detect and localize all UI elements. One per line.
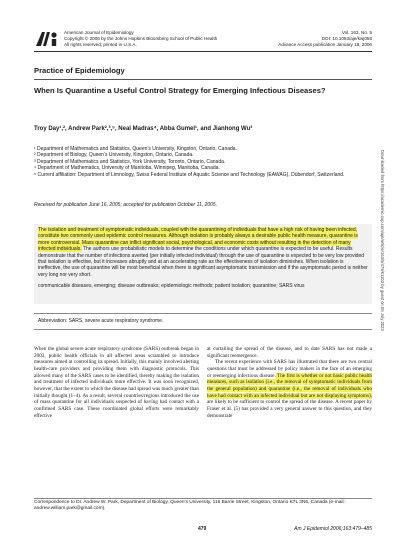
paragraph-text: are likely to be sufficient to control the spread of the disease. A recent paper by Fraser et al. (5) has provided a very general answer to this question, and they demonstrate — [207, 399, 372, 419]
paragraph: at curtailing the spread of the disease, and to date SARS has not made a significant reemergence. — [207, 346, 372, 359]
affiliations — [34, 146, 354, 178]
doi-line: DOI: 10.1093/aje/kwj056 — [321, 36, 372, 41]
footnote-divider — [34, 498, 372, 499]
download-watermark-text: Downloaded from https://academic.oup.com/aje/article/163/5/479/61103 by guest on 05 July 2023 — [380, 150, 385, 331]
copyright-line: Copyright © 2006 by the Johns Hopkins Bloomberg School of Public Health — [64, 36, 218, 41]
page-number: 479 — [198, 526, 207, 532]
body-column-right — [207, 346, 372, 419]
abbreviations: Abbreviation: SARS, severe acute respiratory syndrome. — [38, 318, 164, 324]
paragraph-2 — [207, 359, 372, 419]
section-divider — [34, 79, 372, 80]
abbrev-divider-bottom — [34, 329, 372, 330]
paragraph: When the global severe acute respiratory syndrome (SARS) outbreak began in 2003, public health officials in all affected areas scrambled to introduce measures aimed at controlling its spread. Initially, this mainly involved alerting health-care providers and providing them with diagnostic protocols. This allowed many of the SARS cases to be identified, thereby making the isolation and treatment of infected individuals more effective. It was soon recognized, however, that the extent to which the disease had spread was much greater than initially thought (1–4). As a result, several countries/regions introduced the use of mass quarantine for all individuals suspected of having had contact with a confirmed SARS case. These coordinated global efforts were remarkably effective — [34, 346, 199, 419]
received-dates: Received for publication June 16, 2005; accepted for publication October 11, 2005. — [34, 202, 218, 208]
body-highlight: The first is whether or not basic public health measures, such as isolation (i.e., the removal of symptomatic individuals from the general population) and quarantine (i.e., the removal of individuals who have had contact with an infected individual but are not displaying symptoms), — [207, 372, 372, 399]
journal-citation: Am J Epidemiol 2006;163:479–485 — [294, 526, 372, 532]
header-journal-info — [64, 30, 217, 48]
header-issue-info — [278, 30, 372, 48]
affiliation-item: ⁴ Department of Mathematics, University of Manitoba, Winnipeg, Manitoba, Canada. — [34, 165, 220, 172]
abstract-highlight: The isolation and treatment of symptomatic individuals, coupled with the quarantining of individuals that have a high risk of having been infected, constitute two commonly used epidemic control measures. Although isolation is probably always a desirable public health measure, quarantine is more controversial. Mass quarantine can inflict significant social, psychological, and economic costs without resulting in the detection of many infected individuals. — [38, 227, 358, 253]
author-list: Troy Day¹,², Andrew Park²,³,⁵, Neal Madras⁴, Abba Gumel¹, and Jianhong Wu³ — [34, 126, 253, 132]
body-column-left — [34, 346, 199, 419]
keywords: communicable diseases, emerging; disease outbreaks; epidemiologic methods; patient isolation; quarantine; SARS virus — [38, 283, 305, 289]
article-title: When Is Quarantine a Useful Control Strategy for Emerging Infectious Diseases? — [34, 86, 326, 95]
volume-line: Vol. 163, No. 5 — [341, 30, 372, 35]
journal-logo — [34, 30, 60, 48]
download-watermark — [376, 150, 388, 380]
affiliation-item: ³ Department of Mathematics and Statistics, York University, Toronto, Ontario, Canada. — [34, 158, 226, 165]
paragraph-text: The recent experience with SARS has illustrated that there are two central questions that must be addressed by policy makers in the face of an emerging or reemerging infectious disease. — [207, 359, 372, 379]
header-divider — [34, 51, 372, 52]
abstract-text — [38, 227, 368, 278]
section-title: Practice of Epidemiology — [34, 66, 125, 75]
affiliation-item: ¹ Department of Mathematics and Statistics, Queen’s University, Kingston, Ontario, Canada. — [34, 146, 237, 152]
abstract-body: The authors use probabilistic models to determine the conditions under which quarantine is expected to be useful. Results demonstrate that the number of infections averted (per initially infected individual) through the use of quarantine is expected to be very low provided that isolation is effective, but it increases abruptly and at an accelerating rate as the effectiveness of isolation diminishes. When isolation is ineffective, the use of quarantine will be most beneficial when there is significant asymptomatic transmission and if the asymptomatic period is neither very long nor very short. — [38, 246, 368, 278]
affiliation-item: ² Department of Biology, Queen’s University, Kingston, Ontario, Canada. — [34, 152, 194, 159]
affiliation-item: ⁵ Current affiliation: Department of Limnology, Swiss Federal Institute of Aquatic Science and Technology (EAWAG), Dübendorf, Switzerland. — [34, 171, 345, 178]
advance-access-line: Advance Access publication January 18, 2006 — [278, 42, 372, 47]
rights-line: All rights reserved; printed in U.S.A. — [64, 42, 137, 47]
correspondence-note: Correspondence to Dr. Andrew W. Park, Department of Biology, Queen’s University, 116 Barrie Street, Kingston, Ontario K7L 3N6, Canada (e-mail: andrew.william.park@gmail.com). — [34, 500, 345, 511]
journal-name: American Journal of Epidemiology — [64, 30, 134, 35]
abbrev-divider-top — [34, 313, 372, 314]
